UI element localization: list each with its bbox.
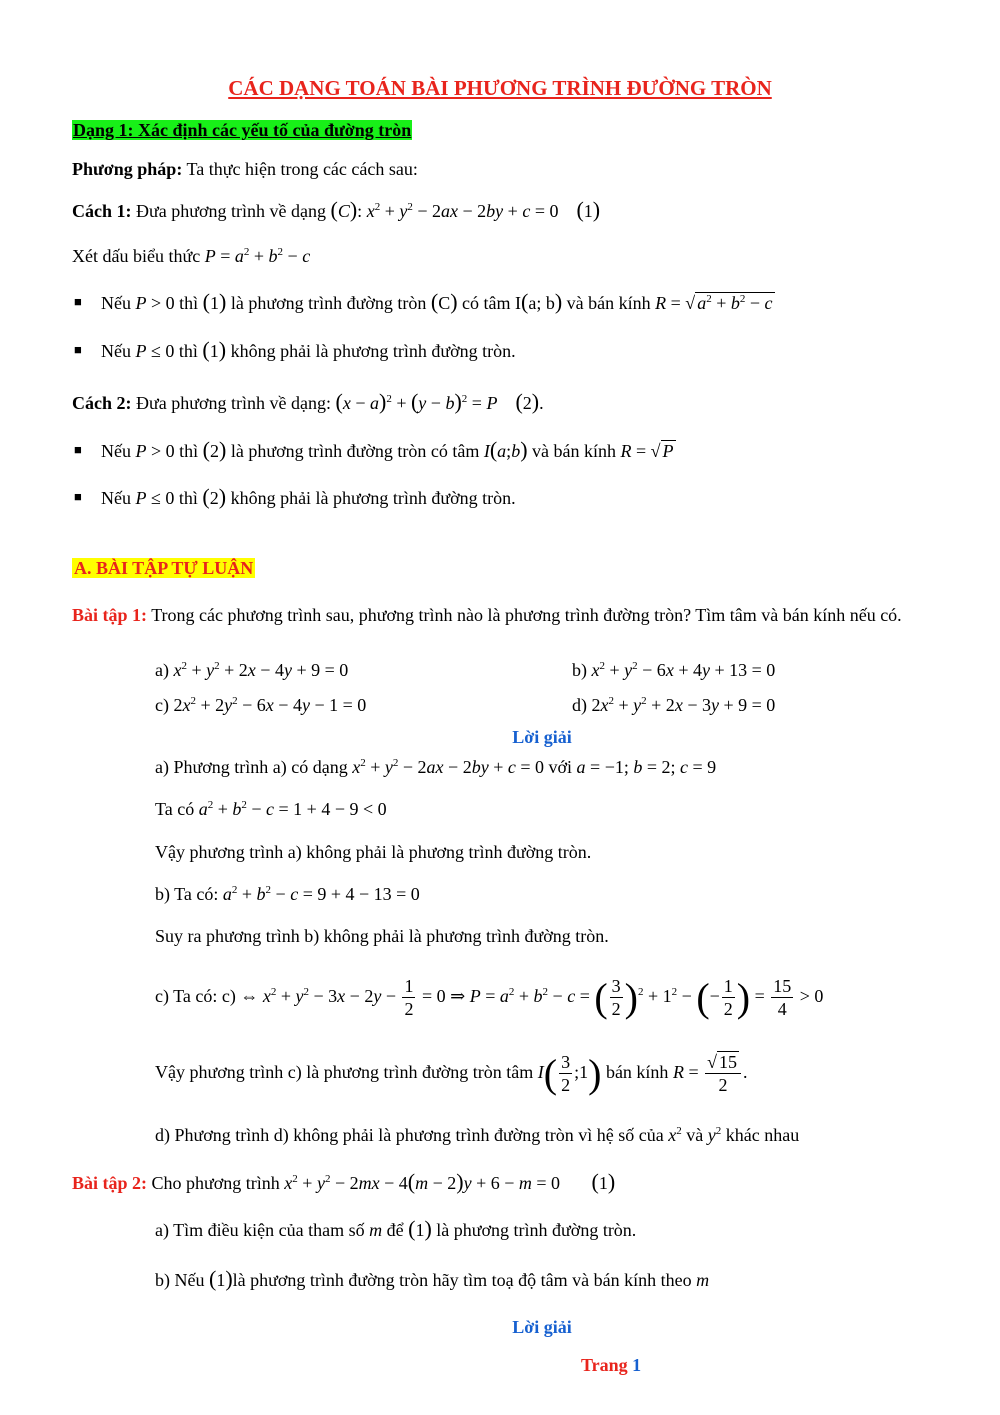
sol1-c-line2: Vậy phương trình c) là phương trình đường tròn tâm I( $\frac{3}{2}$ ;1) bán kính R = $\frac{√ 15}{2}$ . — [155, 1050, 748, 1096]
ex2-part-a: a) Tìm điều kiện của tham số m để (1) là phương trình đường tròn. — [155, 1216, 637, 1241]
ex2-part-b: b) Nếu (1)là phương trình đường tròn hãy tìm toạ độ tâm và bán kính theo m — [155, 1266, 710, 1291]
page-title: CÁC DẠNG TOÁN BÀI PHƯƠNG TRÌNH ĐƯỜNG TRÒN — [228, 76, 772, 100]
solution-2-heading: Lời giải — [512, 1317, 572, 1337]
sol1-b-line2: Suy ra phương trình b) không phải là phương trình đường tròn. — [155, 926, 609, 946]
bullet-2: Nếu P ≤ 0 thì (1) không phải là phương trình đường tròn. — [101, 337, 516, 362]
ex1-option-b: b) $x^2 + y^2 - 6x + 4y + 13 = 0$ — [572, 660, 776, 680]
sol1-c-line1: c) Ta có: c) ⇔ $x^2 + y^2 - 3x - 2y$ − $\frac{1}{2}$ = 0 ⇒ $P = a^2 + b^2 - c$ = ( $\frac{3}{2}$ )$^2 + 1^2$ − (− $\frac{1}{2}$ ) = $\frac{15}{4}$ > 0 — [155, 974, 824, 1020]
exercise-2-line: Bài tập 2: Cho phương trình $x^2 + y^2 - 2mx - 4(m - 2)y + 6 - m = 0$ (1) — [72, 1169, 616, 1194]
black-square-icon: ■ — [74, 442, 82, 457]
sol1-b-line1: b) Ta có: $a^2 + b^2 - c = 9 + 4 - 13 = 0$ — [155, 884, 420, 904]
exercise-1-text: Bài tập 1: Trong các phương trình sau, phương trình nào là phương trình đường tròn? Tìm tâm và bán kính nếu có. — [72, 605, 902, 625]
cach1-line: Cách 1: Đưa phương trình về dạng (C): $x^2 + y^2 - 2ax - 2by + c = 0$ (1) — [72, 197, 601, 222]
sol1-a-line1: a) Phương trình a) có dạng $x^2 + y^2 - 2ax - 2by + c = 0$ với a = −1; b = 2; c = 9 — [155, 757, 717, 777]
black-square-icon: ■ — [74, 489, 82, 504]
ex1-option-d: d) $2x^2 + y^2 + 2x - 3y + 9 = 0$ — [572, 695, 776, 715]
section-a-heading: A. BÀI TẬP TỰ LUẬN — [74, 558, 254, 578]
xet-line: Xét dấu biểu thức $P = a^2 + b^2 - c$ — [72, 246, 311, 266]
sol1-d-line: d) Phương trình d) không phải là phương trình đường tròn vì hệ số của $x^2$ và $y^2$ khác nhau — [155, 1125, 800, 1145]
cach2-line: Cách 2: Đưa phương trình về dạng: $(x - a)^2 + (y - b)^2 = P$ (2). — [72, 389, 544, 414]
black-square-icon: ■ — [74, 342, 82, 357]
page-number: Trang 1 — [581, 1355, 642, 1375]
dang1-heading: Dạng 1: Xác định các yếu tố của đường tròn — [73, 120, 412, 140]
method-line: Phương pháp: Ta thực hiện trong các cách sau: — [72, 159, 418, 179]
ex1-option-c: c) $2x^2 + 2y^2 - 6x - 4y - 1 = 0$ — [155, 695, 367, 715]
bullet-4: Nếu P ≤ 0 thì (2) không phải là phương trình đường tròn. — [101, 484, 516, 509]
solution-1-heading: Lời giải — [512, 727, 572, 747]
black-square-icon: ■ — [74, 294, 82, 309]
sol1-a-line3: Vậy phương trình a) không phải là phương trình đường tròn. — [155, 842, 592, 862]
sol1-a-line2: Ta có $a^2 + b^2 - c = 1 + 4 - 9 < 0$ — [155, 799, 387, 819]
bullet-1: Nếu P > 0 thì (1) là phương trình đường tròn (C) có tâm I(a; b) và bán kính R = √ $a^2 + b^2 - c$ — [101, 289, 773, 314]
bullet-3: Nếu P > 0 thì (2) là phương trình đường tròn có tâm I(a;b) và bán kính R = √ P — [101, 437, 674, 462]
ex1-option-a: a) $x^2 + y^2 + 2x - 4y + 9 = 0$ — [155, 660, 349, 680]
